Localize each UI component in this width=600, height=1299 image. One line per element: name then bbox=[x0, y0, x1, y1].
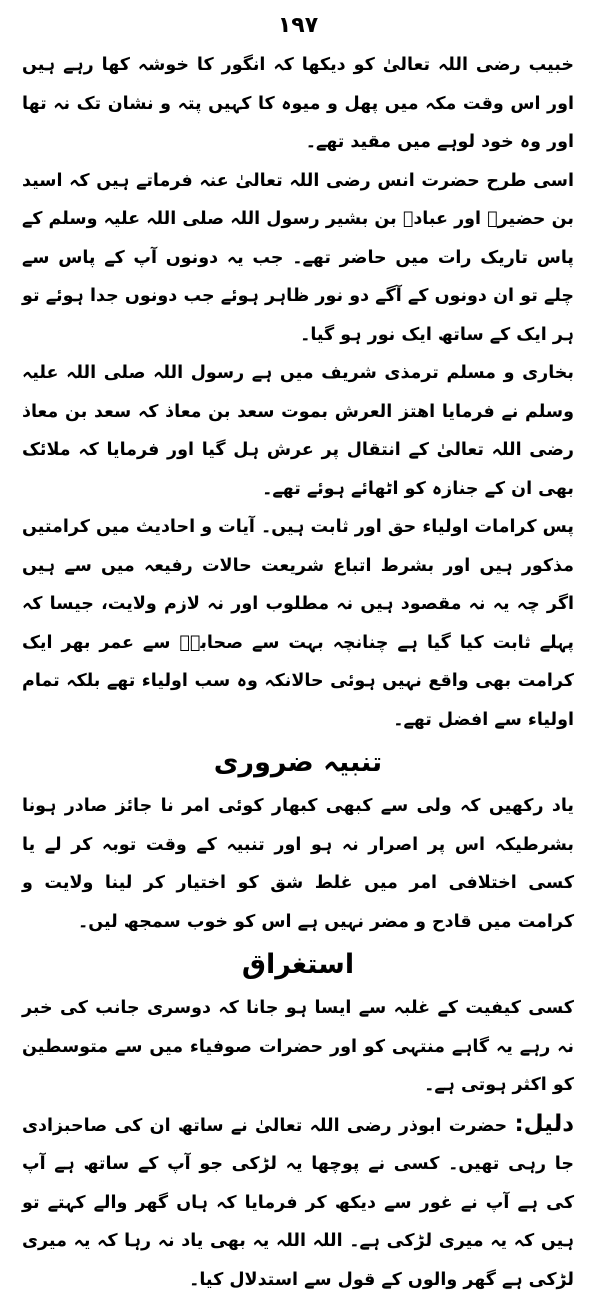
paragraph-karamat-proven: پس کرامات اولیاء حق اور ثابت ہیں۔ آیات و احادیث میں کرامتیں مذکور ہیں اور بشرط اتباع شریعت حالات رفیعہ میں سے ہیں اگر چہ یہ نہ مقصود ہیں نہ مطلوب اور نہ لازم ولایت، جیسا کہ پہلے ثابت کیا گیا ہے چنانچہ بہت سے صحابہؓ سے عمر بھر ایک کرامت بھی واقع نہیں ہوئی حالانکہ وہ سب اولیاء تھے بلکہ تمام اولیاء سے افضل تھے۔ bbox=[22, 508, 574, 739]
paragraph-khubaib-grapes: خبیب رضی اللہ تعالیٰ کو دیکھا کہ انگور کا خوشہ کھا رہے ہیں اور اس وقت مکہ میں پھل و میوہ کا کہیں پتہ و نشان تک نہ تھا اور وہ خود لوہے میں مقید تھے۔ bbox=[22, 46, 574, 162]
paragraph-evidence bbox=[22, 1105, 574, 1299]
evidence-text: حضرت ابوذر رضی اللہ تعالیٰ نے ساتھ ان کی صاحبزادی جا رہی تھیں۔ کسی نے پوچھا یہ لڑکی جو آپ کے ساتھ ہے آپ کی ہے آپ نے غور سے دیکھ کر فرمایا کہ ہاں گھر والے کہتے تو ہیں کہ یہ میری لڑکی ہے۔ اللہ اللہ یہ بھی یاد نہ رہا کہ یہ میری لڑکی ہے گھر والوں کے قول سے استدلال کیا۔ bbox=[22, 1116, 574, 1290]
heading-istighraq: استغراق bbox=[22, 943, 574, 987]
page-number: ١٩٧ bbox=[22, 6, 574, 46]
paragraph-tanbih: یاد رکھیں کہ ولی سے کبھی کبھار کوئی امر نا جائز صادر ہونا بشرطیکہ اس پر اصرار نہ ہو اور تنبیہ کے وقت توبہ کر لے یا کسی اختلافی امر میں غلط شق کو اختیار کر لینا ولایت و کرامت میں قادح و مضر نہیں ہے اس کو خوب سمجھ لیں۔ bbox=[22, 787, 574, 941]
heading-tanbih-zaroori: تنبیہ ضروری bbox=[22, 741, 574, 785]
paragraph-istighraq: کسی کیفیت کے غلبہ سے ایسا ہو جانا کہ دوسری جانب کی خبر نہ رہے یہ گاہے منتہی کو اور حضرات صوفیاء میں سے متوسطین کو اکثر ہوتی ہے۔ bbox=[22, 989, 574, 1105]
evidence-lead-word: دلیل: bbox=[514, 1111, 574, 1137]
paragraph-throne-shook: بخاری و مسلم ترمذی شریف میں ہے رسول اللہ صلی اللہ علیہ وسلم نے فرمایا اھتز العرش بموت سعد بن معاذ کہ سعد بن معاذ رضی اللہ تعالیٰ کے انتقال پر عرش ہل گیا اور فرمایا کہ ملائک بھی ان کے جنازہ کو اٹھائے ہوئے تھے۔ bbox=[22, 354, 574, 508]
paragraph-anas-two-lights: اسی طرح حضرت انس رضی اللہ تعالیٰ عنہ فرماتے ہیں کہ اسید بن حضیرؓ اور عبادؓ بن بشیر رسول اللہ صلی اللہ علیہ وسلم کے پاس تاریک رات میں حاضر تھے۔ جب یہ دونوں آپ کے پاس سے چلے تو ان دونوں کے آگے دو نور ظاہر ہوئے جب دونوں جدا ہوئے تو ہر ایک کے ساتھ ایک نور ہو گیا۔ bbox=[22, 162, 574, 355]
